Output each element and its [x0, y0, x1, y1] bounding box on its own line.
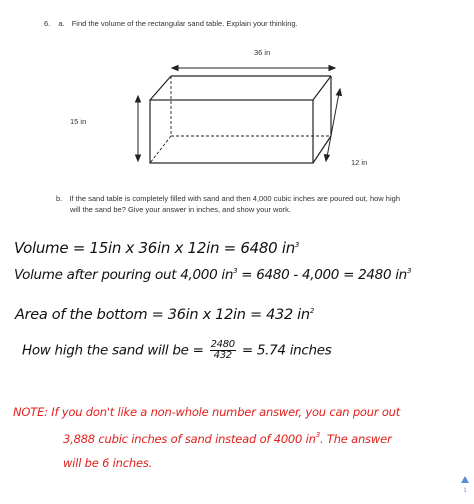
height-label: 15 in: [70, 117, 87, 126]
question-number: 6.: [44, 19, 51, 28]
note-line3: will be 6 inches.: [63, 456, 153, 470]
after-pouring-result-exponent: 3: [406, 267, 412, 275]
question-6b: [56, 194, 400, 204]
after-pouring-result: = 6480 - 4,000 = 2480 in: [237, 267, 407, 283]
note-line2: [63, 431, 391, 446]
length-label: 36 in: [254, 48, 271, 57]
fraction-denominator: 432: [213, 350, 232, 361]
fraction-numerator: 2480: [210, 339, 235, 350]
scroll-up-icon[interactable]: [461, 476, 469, 483]
area-equation: Area of the bottom = 36in x 12in = 432 in: [15, 307, 310, 323]
page-nav[interactable]: [459, 470, 471, 494]
work-line-after-pouring: [14, 267, 411, 283]
after-pouring-text: Volume after pouring out 4,000 in: [14, 267, 234, 283]
after-pouring-exponent: 3: [233, 267, 238, 275]
note-line1: NOTE: If you don't like a non-whole number answer, you can pour out: [13, 405, 401, 419]
work-line-height: [22, 340, 332, 361]
sand-table-diagram: [0, 0, 474, 180]
volume-equation: Volume = 15in x 36in x 12in = 6480 in: [14, 239, 295, 257]
part-b-line1: If the sand table is completely filled with sand and then 4,000 cubic inches are poured out, how high: [69, 194, 400, 203]
area-exponent: 2: [309, 307, 314, 315]
part-a-text: Find the volume of the rectangular sand table. Explain your thinking.: [71, 19, 298, 28]
height-result: = 5.74 inches: [241, 342, 332, 359]
width-label: 12 in: [351, 158, 368, 167]
work-line-area: [15, 307, 314, 323]
note-line2-exponent: 3: [315, 431, 320, 439]
note-line2-text: 3,888 cubic inches of sand instead of 4000 in: [63, 432, 316, 446]
volume-exponent: 3: [294, 241, 300, 249]
part-b-letter: b.: [56, 194, 63, 203]
work-line-volume: [14, 239, 299, 257]
part-a-letter: a.: [58, 19, 65, 28]
height-fraction: [210, 340, 236, 361]
height-text: How high the sand will be =: [22, 342, 204, 359]
page-indicator: 1: [463, 488, 467, 494]
part-b-line2: will the sand be? Give your answer in inches, and show your work.: [70, 205, 291, 214]
note-line2-end: . The answer: [319, 432, 392, 446]
